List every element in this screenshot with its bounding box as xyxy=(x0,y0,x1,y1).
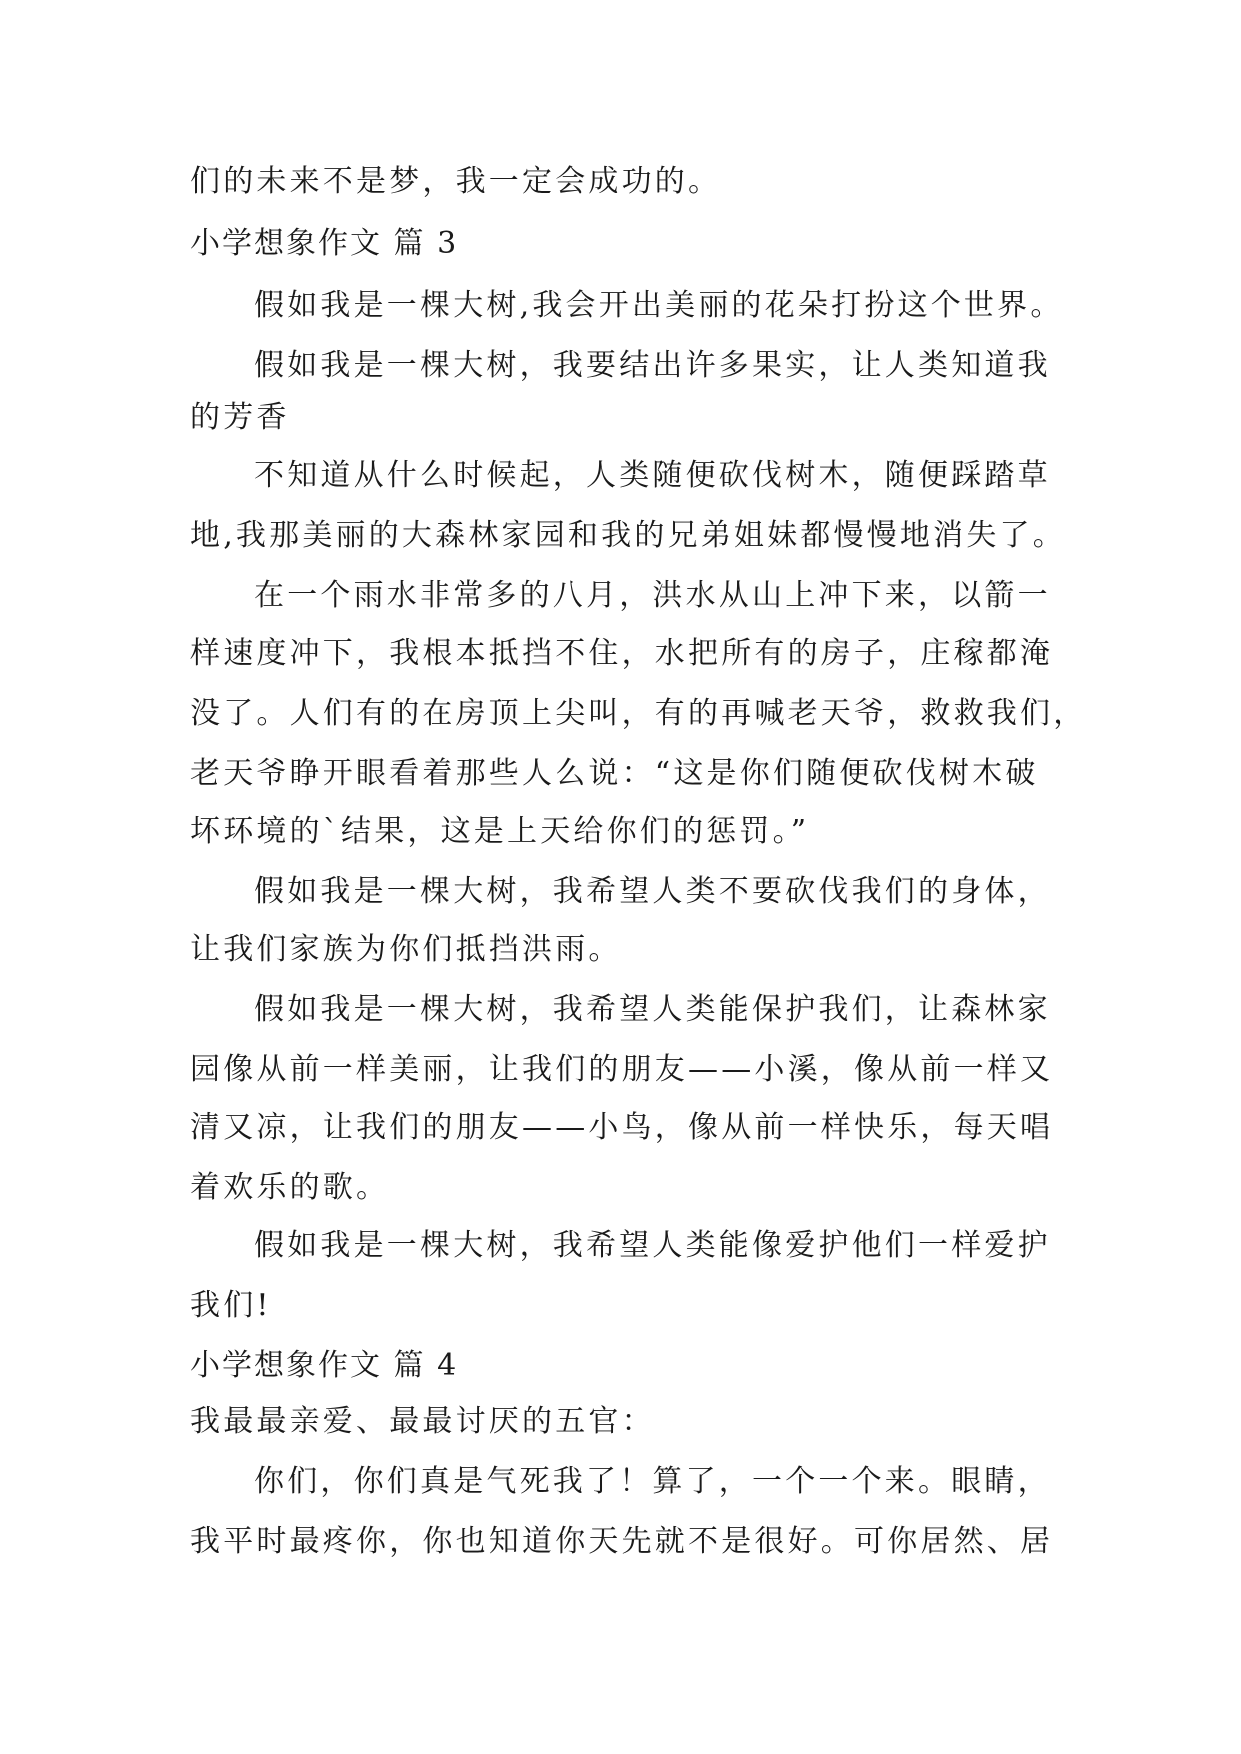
paragraph-line: 假如我是一棵大树，我希望人类能保护我们，让森林家 xyxy=(254,992,1051,1027)
paragraph-line: 老天爷睁开眼看着那些人么说：“这是你们随便砍伐树木破 xyxy=(190,756,1039,791)
paragraph-line: 在一个雨水非常多的八月，洪水从山上冲下来，以箭一 xyxy=(254,578,1051,613)
section-heading: 小学想象作文 篇 3 xyxy=(190,226,459,261)
paragraph-line: 假如我是一棵大树，我希望人类能像爱护他们一样爱护 xyxy=(254,1228,1051,1263)
paragraph-line: 着欢乐的歌。 xyxy=(190,1170,390,1205)
paragraph-line: 们的未来不是梦，我一定会成功的。 xyxy=(190,164,722,199)
paragraph-line: 让我们家族为你们抵挡洪雨。 xyxy=(190,932,622,967)
paragraph-line: 假如我是一棵大树，我要结出许多果实，让人类知道我 xyxy=(254,348,1051,383)
paragraph-line: 没了。人们有的在房顶上尖叫，有的再喊老天爷，救救我们， xyxy=(190,696,1087,731)
paragraph-line: 的芳香 xyxy=(190,400,290,435)
paragraph-line: 我最最亲爱、最最讨厌的五官： xyxy=(190,1404,655,1439)
paragraph-line: 你们，你们真是气死我了！算了，一个一个来。眼睛， xyxy=(254,1464,1051,1499)
paragraph-line: 园像从前一样美丽，让我们的朋友——小溪，像从前一样又 xyxy=(190,1052,1054,1087)
paragraph-line: 我平时最疼你，你也知道你天先就不是很好。可你居然、居 xyxy=(190,1524,1054,1559)
paragraph-line: 坏环境的`结果，这是上天给你们的惩罚。” xyxy=(190,814,810,849)
paragraph-line: 地,我那美丽的大森林家园和我的兄弟姐妹都慢慢地消失了。 xyxy=(190,518,1066,553)
paragraph-line: 样速度冲下，我根本抵挡不住，水把所有的房子，庄稼都淹 xyxy=(190,636,1054,671)
paragraph-line: 假如我是一棵大树，我希望人类不要砍伐我们的身体， xyxy=(254,874,1051,909)
paragraph-line: 假如我是一棵大树,我会开出美丽的花朵打扮这个世界。 xyxy=(254,288,1064,323)
paragraph-line: 清又凉，让我们的朋友——小鸟，像从前一样快乐，每天唱 xyxy=(190,1110,1054,1145)
paragraph-line: 我们! xyxy=(190,1288,272,1323)
paragraph-line: 不知道从什么时候起，人类随便砍伐树木，随便踩踏草 xyxy=(254,458,1051,493)
section-heading: 小学想象作文 篇 4 xyxy=(190,1348,459,1383)
